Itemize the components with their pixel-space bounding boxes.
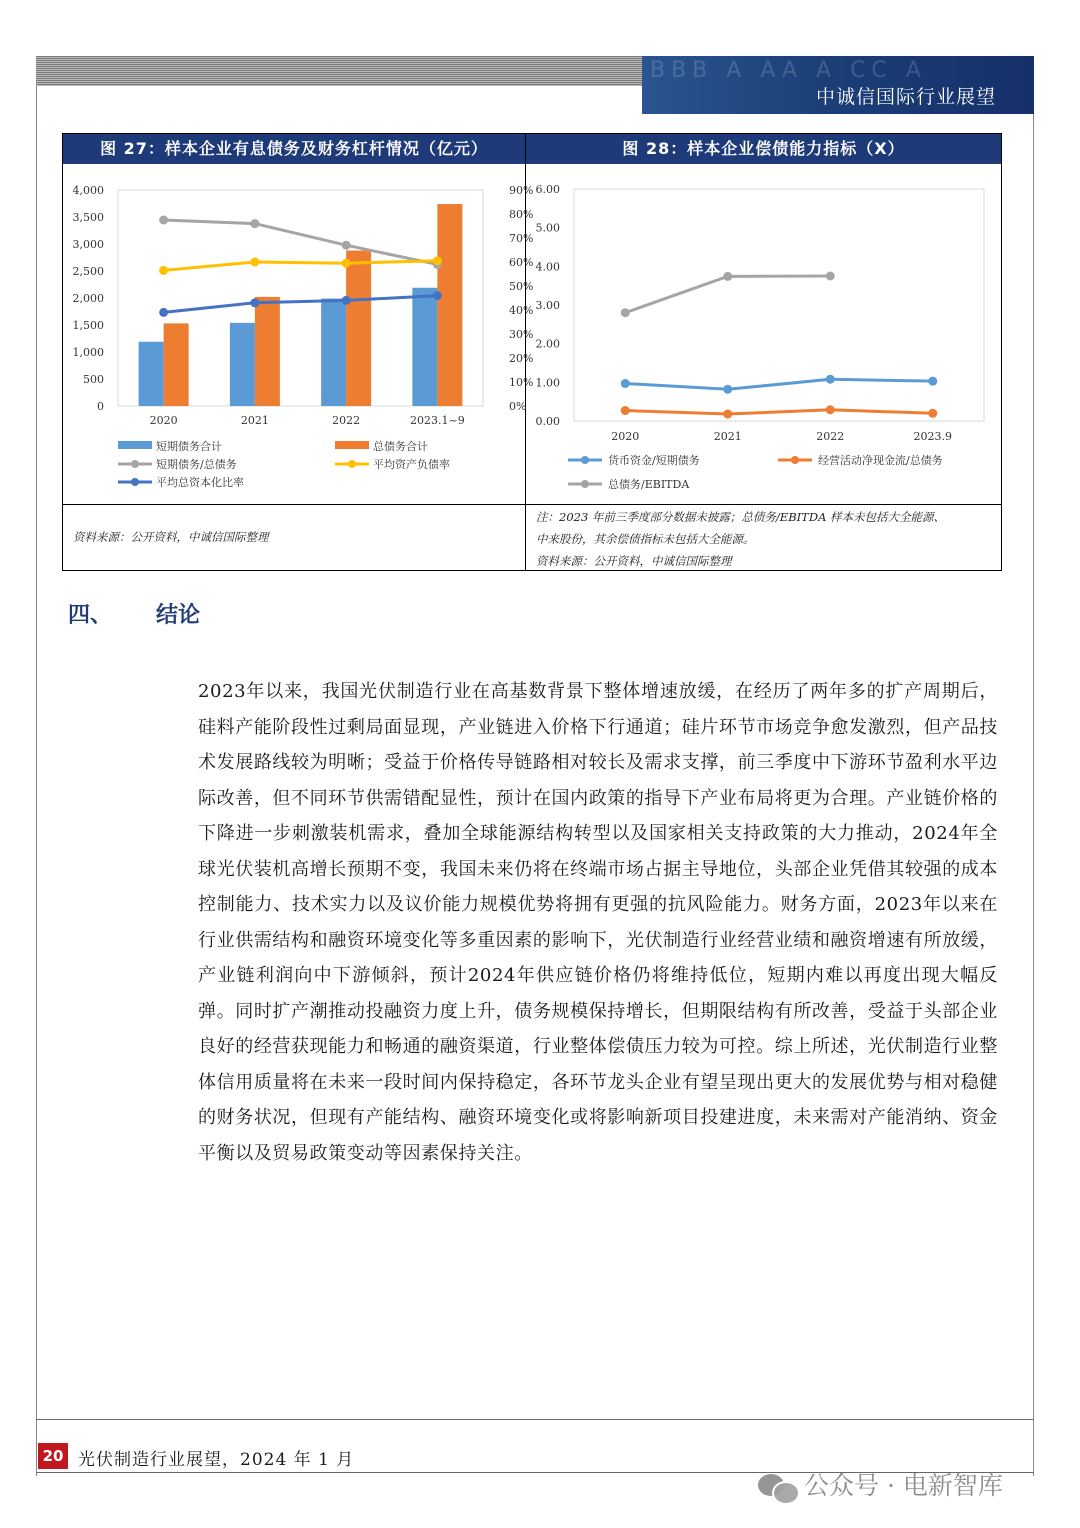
fig27-bar [437, 204, 462, 406]
fig28-y-tick: 4.00 [535, 260, 560, 274]
fig27-legend-label: 短期债务/总债务 [156, 458, 237, 471]
fig28-note-line1: 注：2023 年前三季度部分数据未披露；总债务/EBITDA 样本未包括大全能源、 [536, 510, 946, 524]
fig28-title: 图 28：样本企业偿债能力指标（X） [526, 134, 1001, 164]
fig27-point [342, 241, 351, 250]
fig27-bar [230, 323, 255, 406]
fig27-y-tick: 2,000 [72, 292, 104, 305]
watermark [758, 1466, 1003, 1502]
fig27-y2-tick: 60% [509, 256, 534, 269]
header-banner [642, 56, 1034, 114]
fig28-y-tick: 5.00 [535, 221, 560, 235]
fig27-bar [164, 323, 189, 406]
fig27-legend-marker [348, 460, 356, 468]
fig27-point [159, 308, 168, 317]
fig27-legend-marker [131, 460, 139, 468]
fig27-point [159, 216, 168, 225]
fig28-series-line [625, 379, 933, 389]
fig28-legend-label: 总债务/EBITDA [608, 478, 690, 491]
fig27-x-tick: 2022 [332, 414, 361, 427]
fig28-series-line [625, 276, 830, 313]
fig28-point [723, 272, 732, 281]
fig27-title: 图 27：样本企业有息债务及财务杠杆情况（亿元） [63, 134, 525, 164]
fig28-x-tick: 2021 [713, 430, 742, 443]
fig28-y-tick: 6.00 [535, 183, 560, 196]
fig27-x-tick: 2023.1~9 [410, 414, 465, 427]
fig27-point [250, 258, 259, 267]
fig28-note-line2: 中来股份，其余偿债指标未包括大全能源。 [536, 532, 755, 546]
fig27-bar [346, 250, 371, 406]
fig28-point [928, 409, 937, 418]
fig28-y-tick: 1.00 [535, 376, 560, 390]
fig28-point [928, 377, 937, 386]
fig28-legend-label: 货币资金/短期债务 [608, 454, 700, 467]
page-number: 20 [38, 1443, 68, 1469]
fig27-y-tick: 1,000 [72, 346, 104, 359]
fig28-y-tick: 0.00 [535, 415, 560, 428]
fig27-y-tick: 500 [83, 373, 104, 386]
fig27-bar [139, 342, 164, 406]
fig27-legend-marker [131, 478, 139, 486]
fig27-legend-swatch [335, 441, 369, 449]
footer-text: 光伏制造行业展望，2024 年 1 月 [78, 1450, 355, 1470]
wechat-icon [758, 1472, 798, 1502]
fig27-point [159, 266, 168, 275]
fig27-legend-label: 总债务合计 [373, 440, 428, 453]
fig27-series-line [164, 296, 438, 313]
footer-rule [36, 1419, 1034, 1420]
watermark-text: 公众号 · 电新智库 [804, 1471, 1003, 1500]
fig28-series-line [625, 410, 933, 414]
fig27-y2-tick: 10% [509, 376, 534, 389]
fig28-point [621, 406, 630, 415]
fig27-point [250, 219, 259, 228]
fig28-point [723, 385, 732, 394]
banner-title: 中诚信国际行业展望 [815, 86, 996, 108]
fig28-point [826, 272, 835, 281]
fig27-y2-tick: 20% [509, 352, 534, 365]
fig28-x-tick: 2022 [816, 430, 845, 443]
fig28-y-tick: 3.00 [535, 299, 560, 312]
fig28-legend-marker [581, 456, 589, 464]
fig27-y2-tick: 50% [509, 280, 534, 293]
fig27-series-line [164, 220, 438, 264]
fig28-plot-area [574, 189, 984, 421]
section-heading [68, 598, 200, 629]
fig28-x-tick: 2023.9 [913, 430, 952, 443]
fig27-legend-swatch [118, 441, 152, 449]
fig27-legend-label: 平均资产负债率 [373, 458, 450, 471]
fig28-point [826, 405, 835, 414]
section-number: 四、 [68, 603, 113, 628]
section-title: 结论 [156, 603, 201, 628]
fig27-y-tick: 3,000 [72, 238, 104, 251]
fig27-point [342, 259, 351, 268]
banner-decor: BBB A AA A CC A [650, 58, 927, 83]
fig28-legend-marker [791, 456, 799, 464]
fig27-bar [321, 299, 346, 406]
fig27-note-rule [63, 504, 525, 505]
fig27-y-tick: 3,500 [72, 211, 104, 224]
fig27-point [250, 298, 259, 307]
fig28-chart [526, 166, 1001, 502]
fig27-bar [412, 288, 437, 406]
fig27-x-tick: 2020 [149, 414, 178, 427]
fig27-y2-tick: 80% [509, 208, 534, 221]
fig28-point [621, 379, 630, 388]
fig27-bar [255, 297, 280, 406]
fig27-point [342, 296, 351, 305]
fig28-x-tick: 2020 [611, 430, 640, 443]
fig27-y-tick: 4,000 [72, 184, 104, 197]
fig27-legend-label: 平均总资本化比率 [156, 476, 244, 489]
fig27-y2-tick: 70% [509, 232, 534, 245]
fig28-source: 资料来源：公开资料，中诚信国际整理 [536, 554, 732, 568]
fig28-point [826, 375, 835, 384]
conclusion-paragraph: 2023年以来，我国光伏制造行业在高基数背景下整体增速放缓，在经历了两年多的扩产周期后，硅料产能阶段性过剩局面显现，产业链进入价格下行通道；硅片环节市场竞争愈发激烈，但产品技术发展路线较为明晰；受益于价格传导链路相对较长及需求支撑，前三季度中下游环节盈利水平边际改善，但不同环节供需错配显性，预计在国内政策的指导下产业布局将更为合理。产业链价格的下降进一步刺激装机需求，叠加全球能源结构转型以及国家相关支持政策的大力推动，2024年全球光伏装机高增长预期不变，我国未来仍将在终端市场占据主导地位，头部企业凭借其较强的成本控制能力、技术实力以及议价能力规模优势将拥有更强的抗风险能力。财务方面，2023年以来在行业供需结构和融资环境变化等多重因素的影响下，光伏制造行业经营业绩和融资增速有所放缓，产业链利润向中下游倾斜，预计2024年供应链价格仍将维持低位，短期内难以再度出现大幅反弹。同时扩产潮推动投融资力度上升，债务规模保持增长，但期限结构有所改善，受益于头部企业良好的经营获现能力和畅通的融资渠道，行业整体偿债压力较为可控。综上所述，光伏制造行业整体信用质量将在未来一段时间内保持稳定，各环节龙头企业有望呈现出更大的发展优势与相对稳健的财务状况，但现有产能结构、融资环境变化或将影响新项目投建进度，未来需对产能消纳、资金平衡以及贸易政策变动等因素保持关注。 [198, 681, 998, 1164]
fig27-point [433, 256, 442, 265]
fig28-legend-label: 经营活动净现金流/总债务 [818, 454, 943, 467]
fig27-x-tick: 2021 [240, 414, 269, 427]
fig27-y2-tick: 90% [509, 184, 534, 197]
fig28-point [723, 410, 732, 419]
fig27-y-tick: 1,500 [72, 319, 104, 332]
fig27-series-line [164, 261, 438, 271]
fig27-y2-tick: 40% [509, 304, 534, 317]
fig27-source: 资料来源：公开资料，中诚信国际整理 [73, 530, 269, 544]
fig27-y-tick: 2,500 [72, 265, 104, 278]
fig28-point [621, 308, 630, 317]
fig27-y-tick: 0 [97, 400, 104, 413]
fig27-y2-tick: 30% [509, 328, 534, 341]
fig27-legend-label: 短期债务合计 [156, 440, 222, 453]
fig27-chart [63, 166, 534, 502]
fig28-legend-marker [581, 480, 589, 488]
fig28-note-rule [526, 504, 1001, 505]
fig28-y-tick: 2.00 [535, 337, 560, 351]
figures-box [62, 133, 1002, 571]
fig27-point [433, 291, 442, 300]
fig27-y2-tick: 0% [509, 400, 527, 413]
